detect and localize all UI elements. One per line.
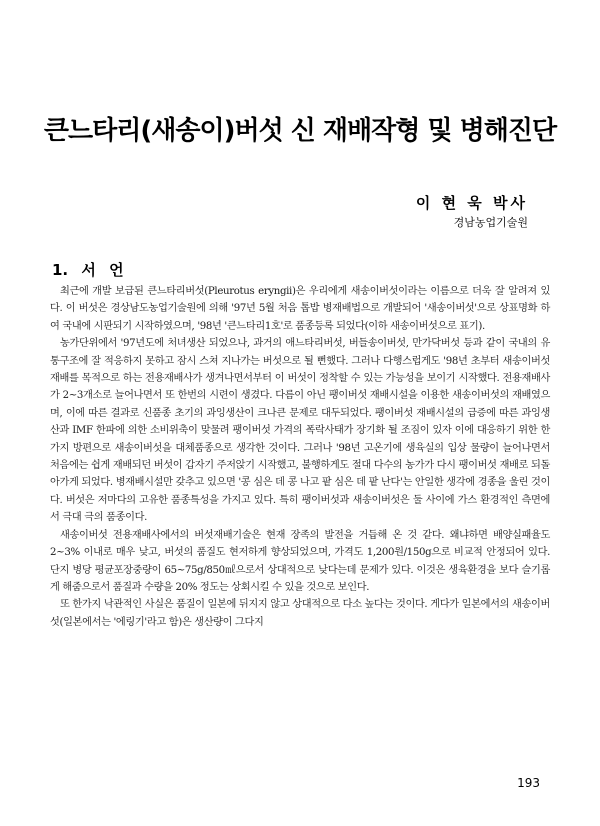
page-number: 193 [517,776,540,790]
paragraph: 새송이버섯 전용재배사에서의 버섯재배기술은 현재 장족의 발전을 거듭해 온 것 같다. 왜냐하면 배양실패율도 2~3% 이내로 매우 낮고, 버섯의 품질도 현저하게 향상되었으며, 가격도 1,200원/150g으로 비교적 안정되어 있다. 단지 병당 평균포장중량이 65~75g/850㎖으로서 상대적으로 낮다는데 문제가 있다. 이것은 생육환경을 보다 슬기롭게 해줌으로서 품질과 수량을 20% 정도는 상회시킬 수 있을 것으로 보인다. [50,529,550,593]
paragraph: 최근에 개발 보급된 큰느타리버섯(Pleurotus eryngii)은 우리에게 새송이버섯이라는 이름으로 더욱 잘 알려져 있다. 이 버섯은 경상남도농업기술원에 의해 '97년 5월 처음 톱밥 병재배법으로 개발되어 '새송이버섯'으로 상표명화 하여 국내에 시판되기 시작하였으며, '98년 '큰느타리1호'로 품종등록 되었다(이하 새송이버섯으로 표기). [50,286,550,332]
author-name: 이 현 욱 박사 [415,194,528,212]
author-affiliation: 경남농업기술원 [453,216,528,229]
paragraph: 농가단위에서 '97년도에 처녀생산 되었으나, 과거의 애느타리버섯, 버들송이버섯, 만가닥버섯 등과 같이 국내의 유통구조에 잘 적응하지 못하고 잠시 스쳐 지나가는 버섯으로 될 뻔했다. 그러나 다행스럽게도 '98년 초부터 새송이버섯 재배를 목적으로 하는 전용재배사가 생겨나면서부터 이 버섯이 정착할 수 있는 가능성을 보이기 시작했다. 전용재배사가 2~3개소로 늘어나면서 또 한번의 시련이 생겼다. 다름이 아닌 팽이버섯 재배시설을 이용한 새송이버섯의 재배였으며, 이에 따른 결과로 신품종 초기의 과잉생산이 크나큰 문제로 대두되었다. 팽이버섯 재배시설의 급증에 따른 과잉생산과 IMF 한파에 의한 소비위축이 맞물려 팽이버섯 가격의 폭락사태가 장기화 될 조짐이 있자 이에 대응하기 위한 한가지 방편으로 새송이버섯을 대체품종으로 생각한 것이다. 그러나 '98년 고온기에 생육실의 입상 물량이 늘어나면서 처음에는 쉽게 재배되던 버섯이 갑자기 주저앉기 시작했고, 불행하게도 절대 다수의 농가가 다시 팽이버섯 재배로 되돌아가게 되었다. 병재배시설만 갖추고 있으면 '콩 심은 데 콩 나고 팥 심은 데 팥 난다'는 안일한 생각에 경종을 울린 것이다. 버섯은 저마다의 고유한 품종특성을 가지고 있다. 특히 팽이버섯과 새송이버섯은 둘 사이에 가스 환경적인 측면에서 극대 극의 품종이다. [50,338,550,524]
section-title: 서 언 [81,261,124,279]
section-number: 1. [52,261,69,279]
paragraph: 또 한가지 낙관적인 사실은 품질이 일본에 뒤지지 않고 상대적으로 다소 높다는 것이다. 게다가 일본에서의 새송이버섯(일본에서는 '에링기'라고 함)은 생산량이 그다지 [50,599,550,628]
section-heading [52,259,124,280]
article-title: 큰느타리(새송이)버섯 신 재배작형 및 병해진단 [43,116,557,146]
article-body [50,283,550,631]
